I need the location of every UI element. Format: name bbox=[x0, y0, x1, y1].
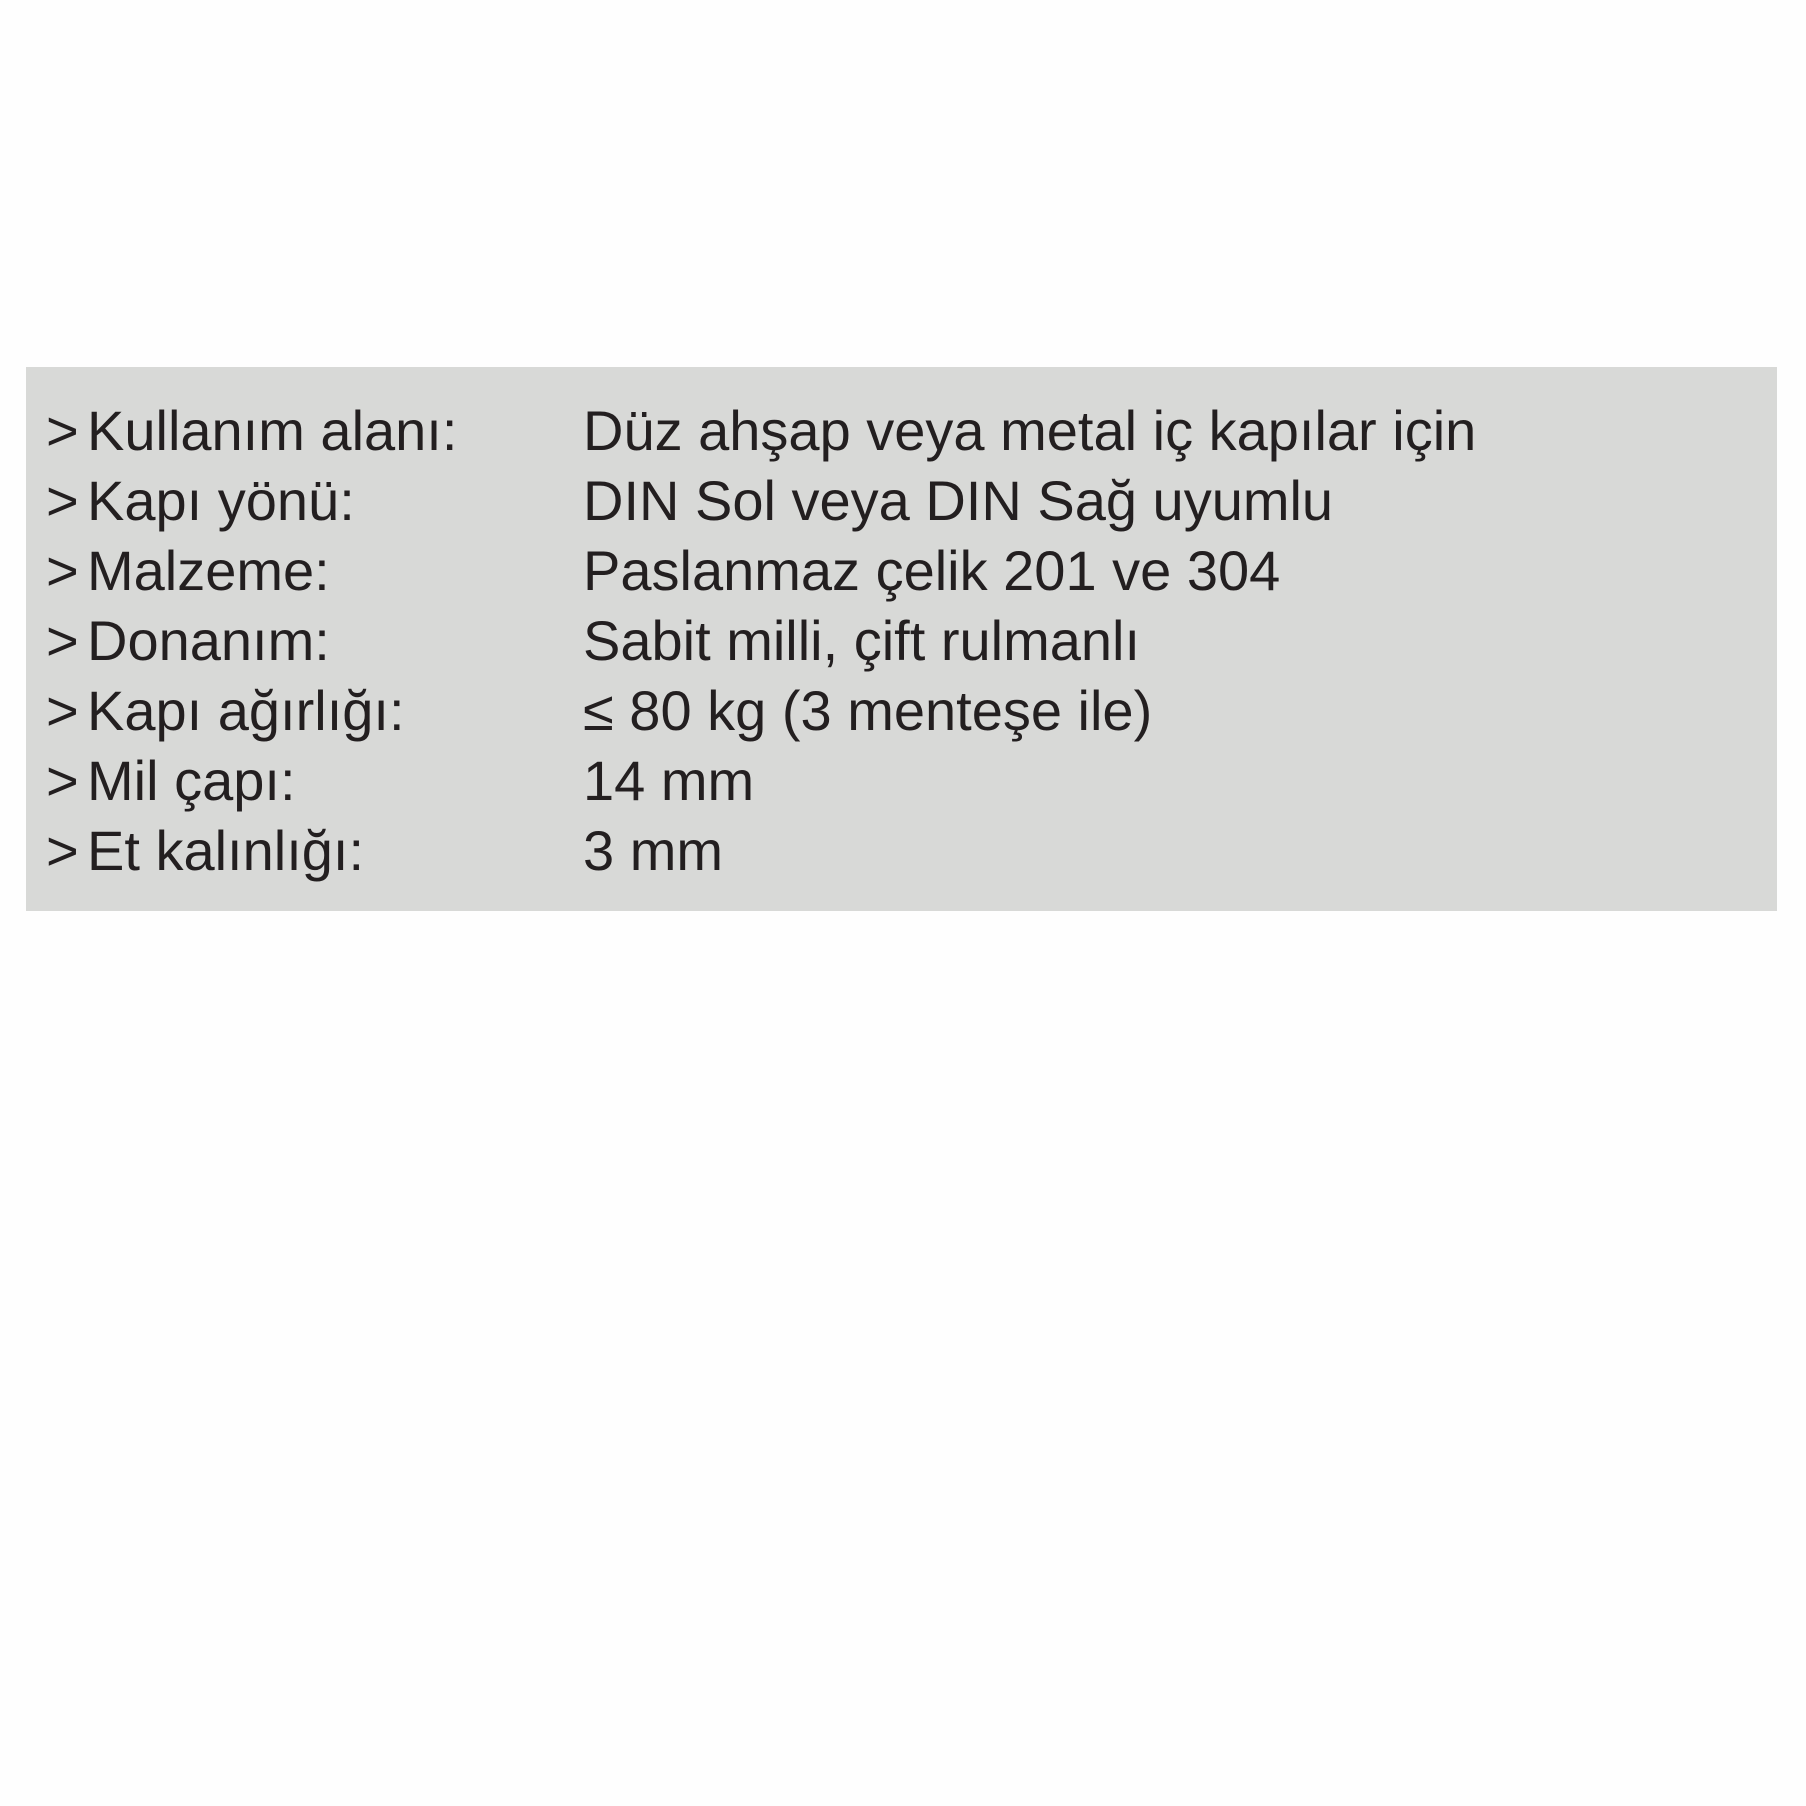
spec-row bbox=[26, 396, 1777, 466]
spec-label: Kullanım alanı: bbox=[87, 399, 458, 462]
bullet-arrow: > bbox=[46, 399, 79, 462]
spec-value: Paslanmaz çelik 201 ve 304 bbox=[583, 539, 1281, 602]
spec-value: ≤ 80 kg (3 menteşe ile) bbox=[583, 679, 1153, 742]
spec-label: Donanım: bbox=[87, 609, 330, 672]
spec-label: Et kalınlığı: bbox=[87, 819, 365, 882]
spec-row bbox=[26, 746, 1777, 816]
spec-row bbox=[26, 606, 1777, 676]
spec-row bbox=[26, 536, 1777, 606]
spec-label: Malzeme: bbox=[87, 539, 330, 602]
spec-row bbox=[26, 676, 1777, 746]
spec-label: Mil çapı: bbox=[87, 749, 296, 812]
spec-table bbox=[26, 367, 1777, 911]
spec-row bbox=[26, 816, 1777, 886]
spec-row bbox=[26, 466, 1777, 536]
spec-value: Düz ahşap veya metal iç kapılar için bbox=[583, 399, 1477, 462]
spec-label: Kapı yönü: bbox=[87, 469, 355, 532]
spec-value: 3 mm bbox=[583, 819, 723, 882]
bullet-arrow: > bbox=[46, 469, 79, 532]
spec-label: Kapı ağırlığı: bbox=[87, 679, 405, 742]
bullet-arrow: > bbox=[46, 679, 79, 742]
bullet-arrow: > bbox=[46, 749, 79, 812]
bullet-arrow: > bbox=[46, 819, 79, 882]
spec-value: 14 mm bbox=[583, 749, 755, 812]
spec-value: DIN Sol veya DIN Sağ uyumlu bbox=[583, 469, 1334, 532]
bullet-arrow: > bbox=[46, 609, 79, 672]
bullet-arrow: > bbox=[46, 539, 79, 602]
spec-value: Sabit milli, çift rulmanlı bbox=[583, 609, 1141, 672]
